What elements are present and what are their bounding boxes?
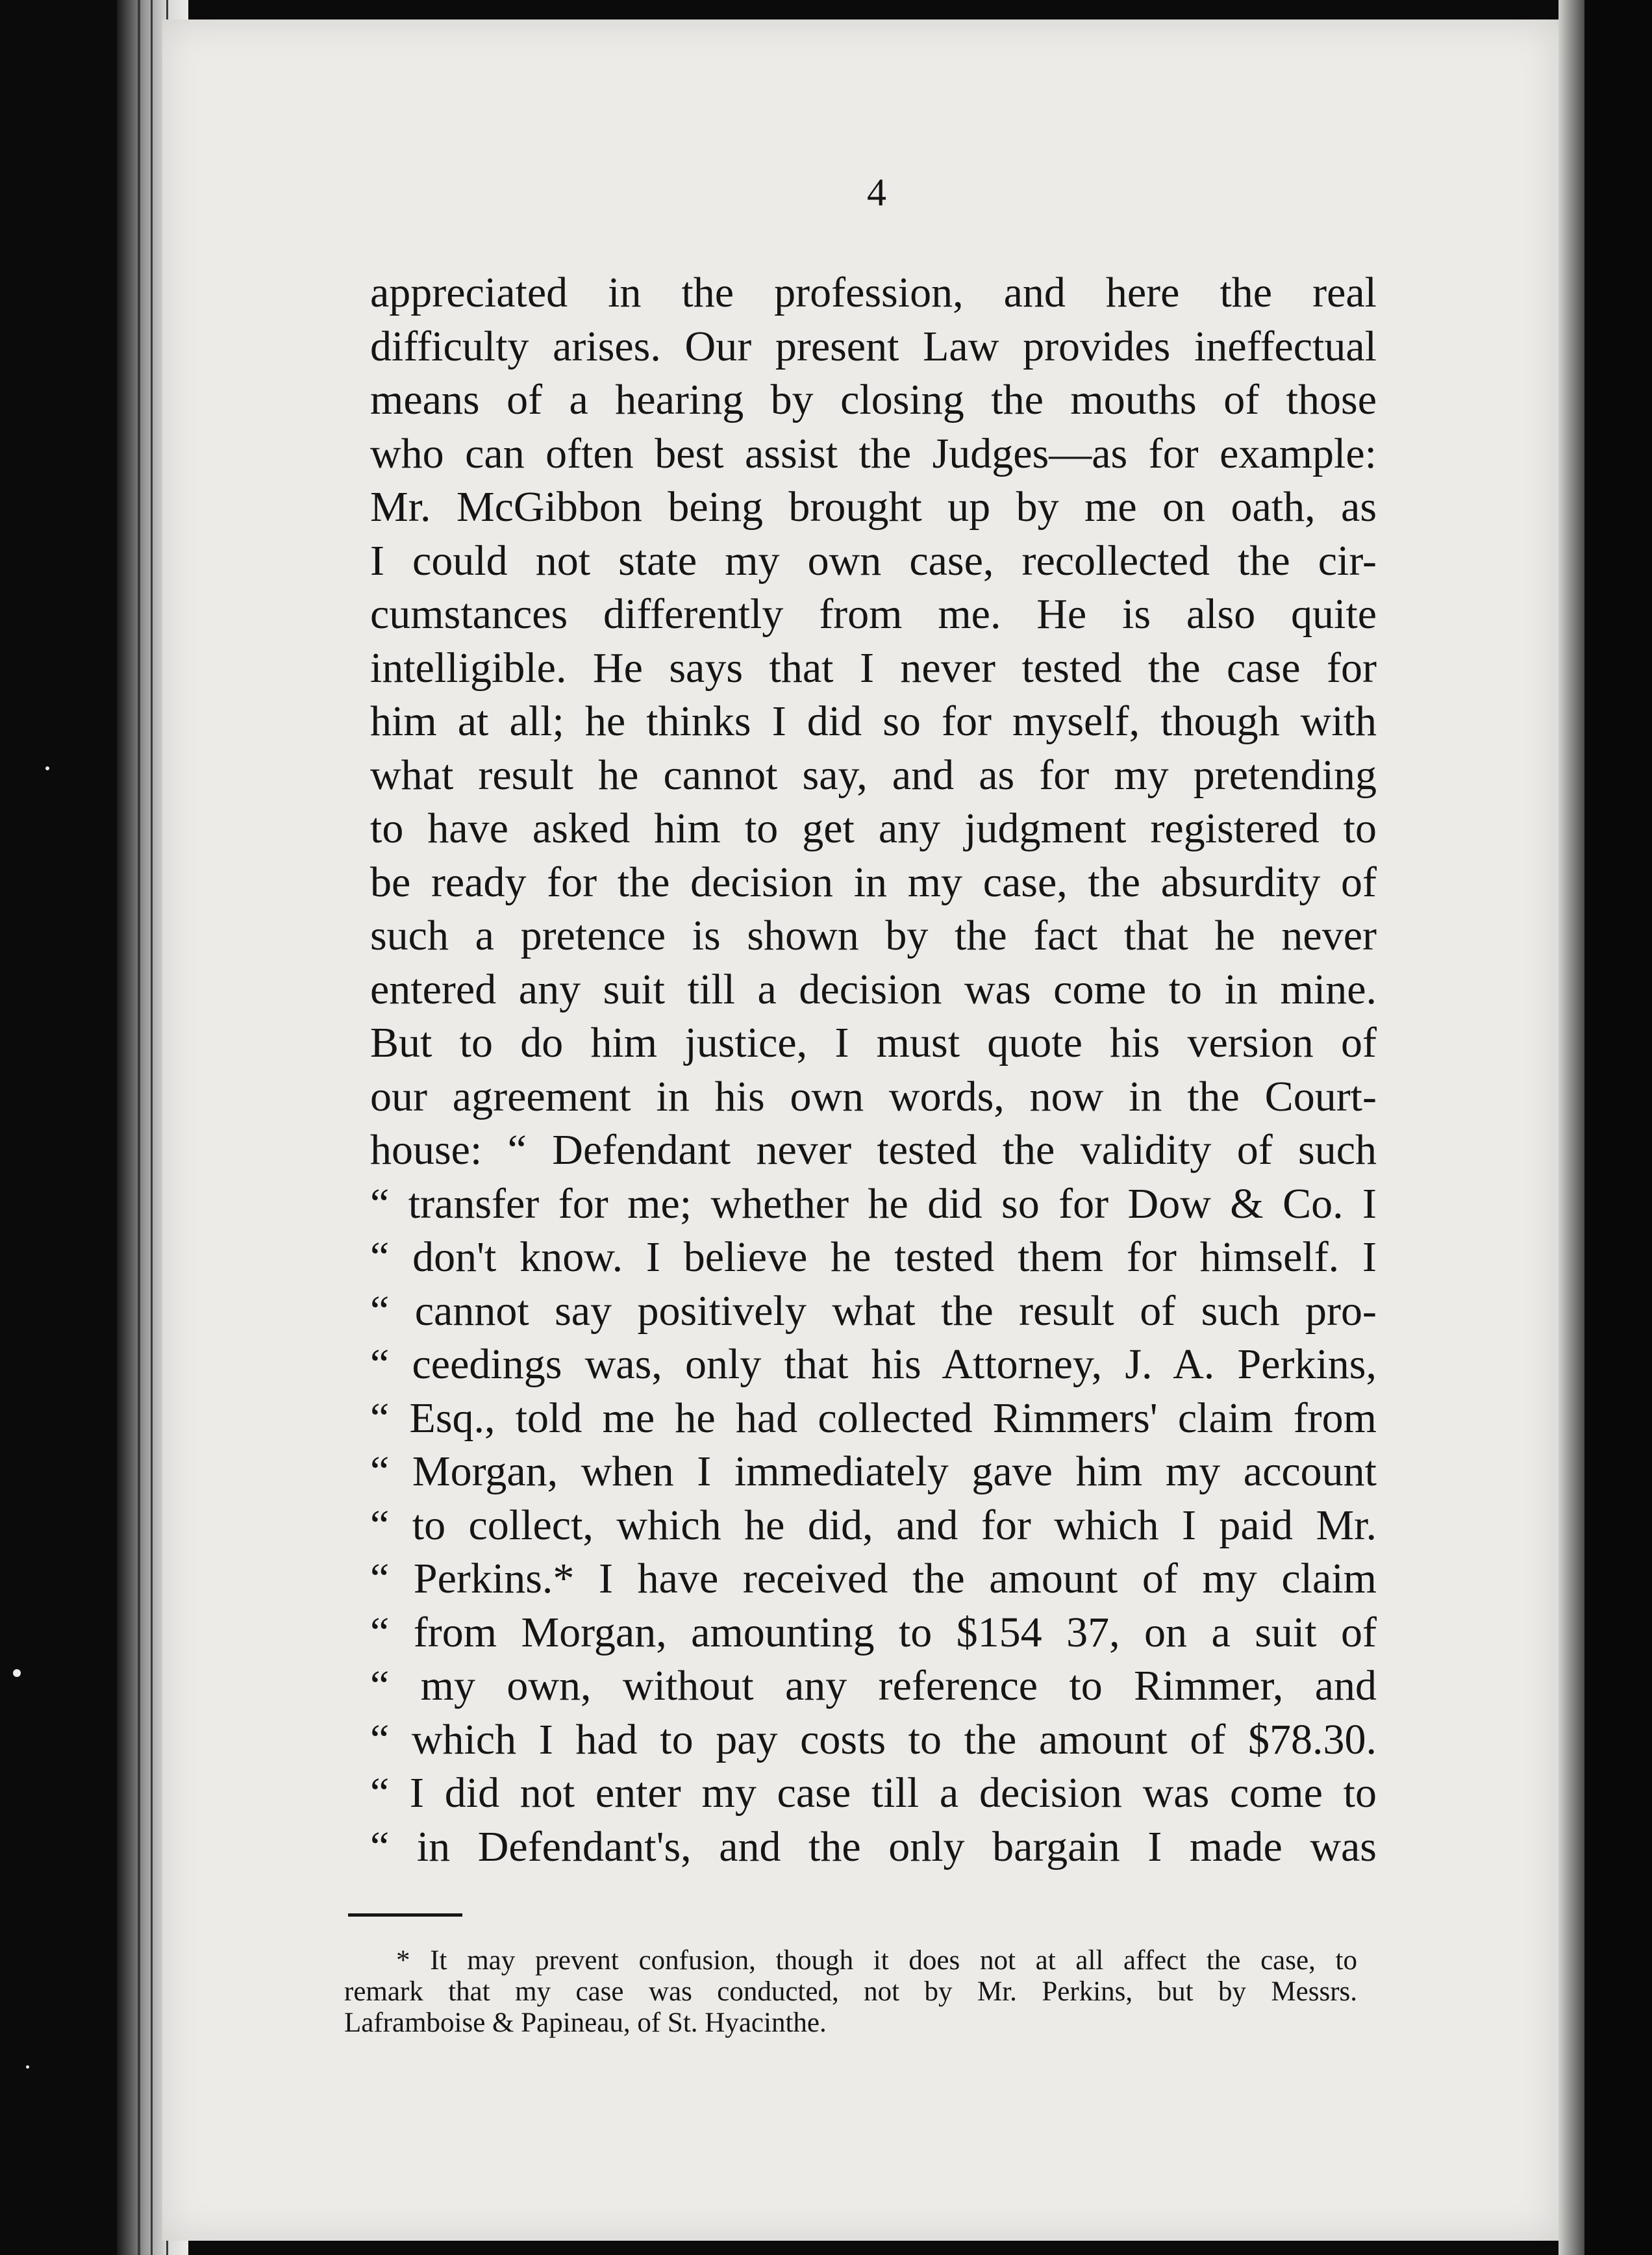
text-line: “ from Morgan, amounting to $154 37, on a suit of — [370, 1608, 1377, 1656]
text-line: him at all; he thinks I did so for myself, though with — [370, 698, 1377, 745]
text-line: “ ceedings was, only that his Attorney, J. A. Perkins, — [370, 1341, 1377, 1388]
text-line: Mr. McGibbon being brought up by me on oath, as — [370, 483, 1377, 531]
text-line: “ Morgan, when I immediately gave him my account — [370, 1448, 1377, 1495]
text-line: “ Perkins.* I have received the amount of my claim — [370, 1555, 1377, 1602]
text-line: “ transfer for me; whether he did so for Dow & Co. I — [370, 1179, 1377, 1228]
text-line: who can often best assist the Judges—as for example: — [370, 429, 1377, 477]
text-line: But to do him justice, I must quote his version of — [370, 1019, 1377, 1066]
text-line: “ don't know. I believe he tested them for himself. I — [370, 1233, 1377, 1281]
text-line: appreciated in the profession, and here the real — [370, 269, 1377, 316]
text-line: “ cannot say positively what the result of such pro- — [370, 1287, 1377, 1335]
text-line: “ which I had to pay costs to the amount of $78.30. — [370, 1715, 1377, 1763]
text-line: I could not state my own case, recollected the cir- — [370, 536, 1377, 585]
text-line: cumstances differently from me. He is also quite — [370, 590, 1377, 638]
footnote — [344, 1945, 1357, 2039]
binding-rule — [151, 0, 153, 2255]
text-line: means of a hearing by closing the mouths of those — [370, 376, 1377, 423]
text-line: our agreement in his own words, now in the Court- — [370, 1072, 1377, 1120]
scan-border — [1584, 0, 1652, 2255]
text-line: intelligible. He says that I never tested the case for — [370, 644, 1377, 692]
text-line: to have asked him to get any judgment registered to — [370, 805, 1377, 852]
footnote-line: * It may prevent confusion, though it does not at all affect the case, to — [396, 1945, 1357, 1976]
text-line: such a pretence is shown by the fact that he never — [370, 912, 1377, 959]
scan-speck — [45, 766, 49, 770]
text-line: “ my own, without any reference to Rimmer, and — [370, 1662, 1377, 1709]
text-line: “ to collect, which he did, and for which I paid Mr. — [370, 1501, 1377, 1549]
text-line: what result he cannot say, and as for my pretending — [370, 751, 1377, 799]
footnote-line: Laframboise & Papineau, of St. Hyacinthe. — [344, 2008, 827, 2038]
binding-rule — [138, 0, 140, 2255]
text-line: be ready for the decision in my case, the absurdity of — [370, 858, 1377, 906]
text-line: house: “ Defendant never tested the validity of such — [370, 1126, 1377, 1174]
page-number: 4 — [867, 171, 886, 214]
scan-speck — [13, 1669, 21, 1677]
scan-speck — [26, 2065, 29, 2069]
footnote-separator — [348, 1913, 462, 1917]
text-line: “ in Defendant's, and the only bargain I made was — [370, 1822, 1377, 1871]
text-line: entered any suit till a decision was come to in mine. — [370, 965, 1377, 1013]
footnote-line: remark that my case was conducted, not by Mr. Perkins, but by Messrs. — [344, 1976, 1357, 2007]
text-line: “ I did not enter my case till a decision was come to — [370, 1769, 1377, 1817]
text-line: “ Esq., told me he had collected Rimmers' claim from — [370, 1394, 1377, 1442]
text-line: difficulty arises. Our present Law provides ineffectual — [370, 322, 1377, 370]
body-text — [370, 266, 1377, 1874]
